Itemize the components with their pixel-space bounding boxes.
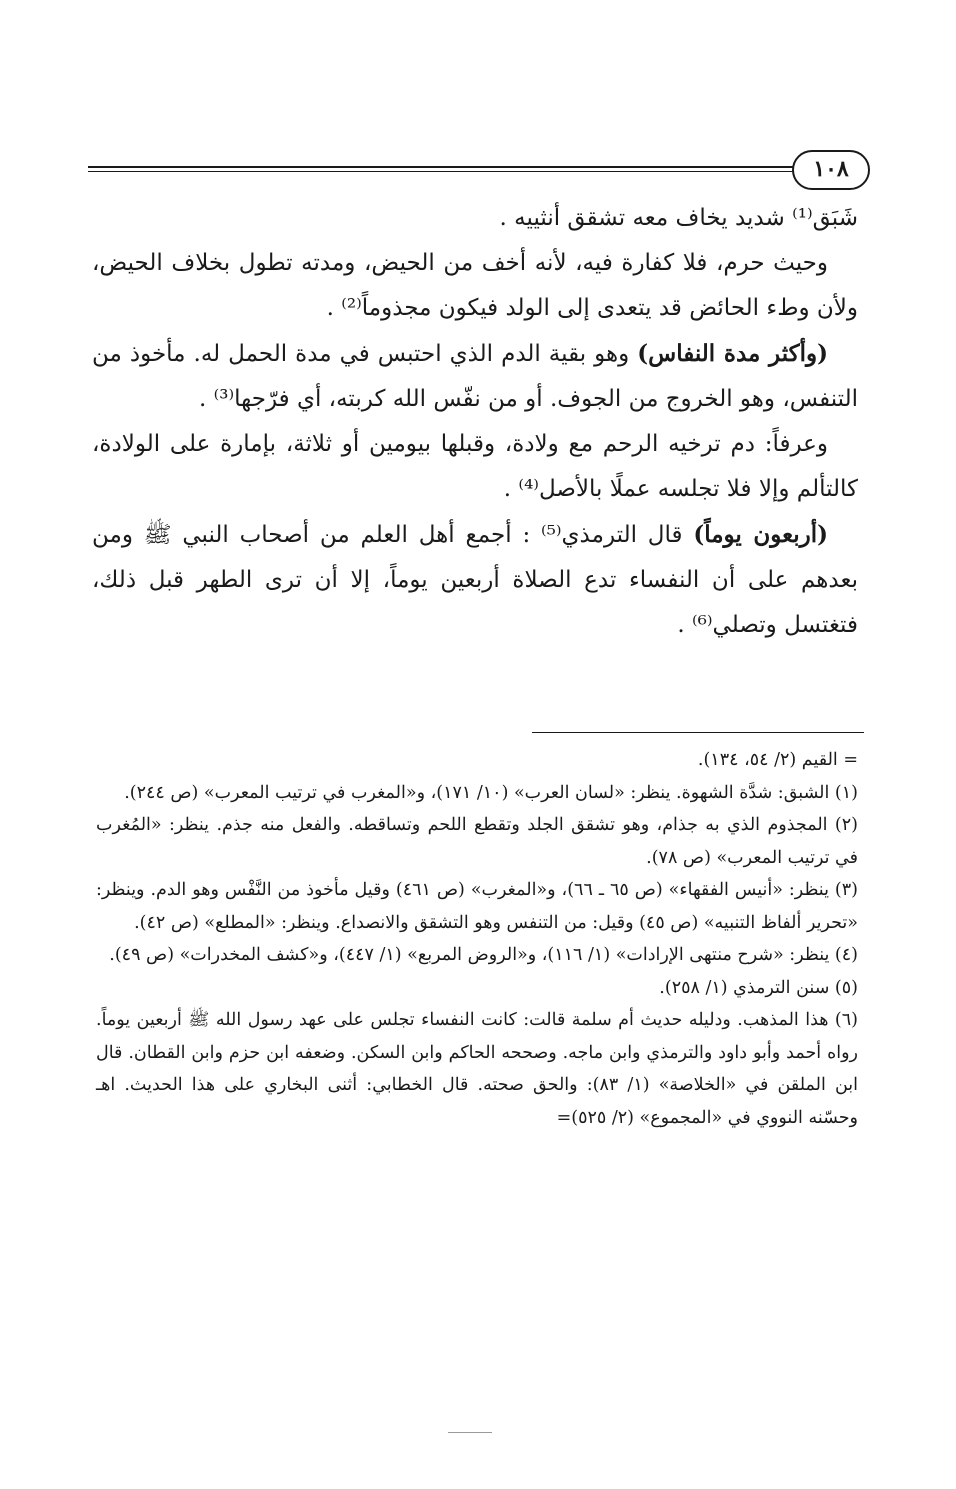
paragraph bbox=[92, 512, 858, 648]
paragraph: وحيث حرم، فلا كفارة فيه، لأنه أخف من الحيض، ومدته تطول بخلاف الحيض، ولأن وطء الحائض قد يتعدى إلى الولد فيكون مجذوماً⁽²⁾ . bbox=[92, 250, 858, 321]
paragraph-text: وهو بقية الدم الذي احتبس في مدة الحمل له. مأخوذ من التنفس، وهو الخروج من الجوف. أو من نفّس الله كربته، أي فرّجها⁽³⁾ . bbox=[92, 341, 858, 412]
footnotes bbox=[96, 744, 858, 1134]
paragraph: وعرفاً: دم ترخيه الرحم مع ولادة، وقبلها بيومين أو ثلاثة، بإمارة على الولادة، كالتألم وإلا فلا تجلسه عملًا بالأصل⁽⁴⁾ . bbox=[92, 431, 858, 502]
header-rule bbox=[88, 166, 794, 168]
header-rule-thin bbox=[88, 171, 794, 172]
footnote: (١) الشبق: شدَّة الشهوة. ينظر: «لسان العرب» (١٠/ ١٧١)، و«المغرب في ترتيب المعرب» (ص ٢٤٤). bbox=[124, 782, 858, 803]
main-text bbox=[92, 196, 858, 648]
paragraph bbox=[92, 331, 858, 422]
footnote: (٣) ينظر: «أنيس الفقهاء» (ص ٦٥ ـ ٦٦)، و«المغرب» (ص ٤٦١) وقيل مأخوذ من النَّفْس وهو الدم. وينظر: «تحرير ألفاظ التنبيه» (ص ٤٥) وقيل: من التنفس وهو التشقق والانصداع. وينظر: «المطلع» (ص ٤٢). bbox=[96, 880, 858, 933]
footnote: (٢) المجذوم الذي به جذام، وهو تشقق الجلد وتقطع اللحم وتساقطه. والفعل منه جذم. ينظر: «المُغرب في ترتيب المعرب» (ص ٧٨). bbox=[96, 815, 858, 868]
footnote: = القيم (٢/ ٥٤، ١٣٤). bbox=[697, 750, 858, 770]
paragraph-text: قال الترمذي⁽⁵⁾ : أجمع أهل العلم من أصحاب النبي ﷺ ومن بعدهم على أن النفساء تدع الصلاة أربعين يوماً، إلا أن ترى الطهر قبل ذلك، فتغتسل وتصلي⁽⁶⁾ . bbox=[92, 522, 858, 638]
paragraph: شَبَق⁽¹⁾ شديد يخاف معه تشقق أنثييه . bbox=[499, 205, 858, 231]
bold-heading: (أربعون يوماً) bbox=[693, 521, 828, 548]
page-number: ١٠٨ bbox=[792, 150, 870, 190]
footnote: (٥) سنن الترمذي (١/ ٢٥٨). bbox=[659, 977, 858, 998]
footnote: (٤) ينظر: «شرح منتهى الإرادات» (١/ ١١٦)، و«الروض المربع» (١/ ٤٤٧)، و«كشف المخدرات» (ص ٤٩). bbox=[109, 945, 858, 965]
page-header bbox=[88, 150, 870, 190]
bold-heading: (وأكثر مدة النفاس) bbox=[637, 340, 829, 367]
footer-mark bbox=[448, 1432, 492, 1433]
footnote-divider bbox=[532, 732, 864, 733]
footnote: (٦) هذا المذهب. ودليله حديث أم سلمة قالت: كانت النفساء تجلس على عهد رسول الله ﷺ أربعين يوماً. رواه أحمد وأبو داود والترمذي وابن ماجه. وصححه الحاكم وابن السكن. وضعفه ابن حزم وابن القطان. قال ابن الملقن في «الخلاصة» (١/ ٨٣): والحق صحته. قال الخطابي: أثنى البخاري على هذا الحديث. اهـ وحسّنه النووي في «المجموع» (٢/ ٥٢٥)= bbox=[96, 1010, 858, 1128]
